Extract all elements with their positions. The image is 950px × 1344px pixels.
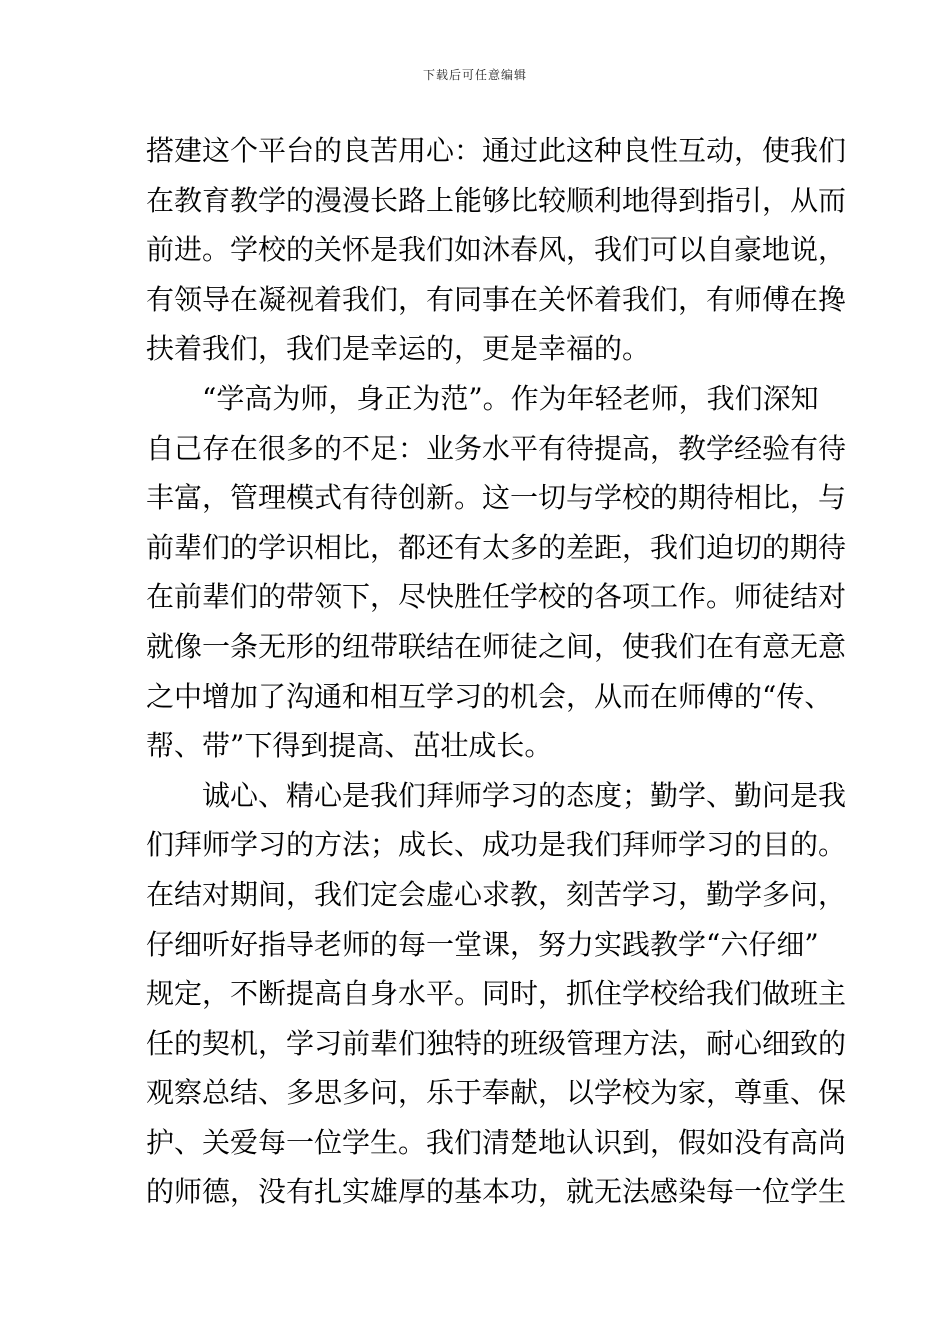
body-text bbox=[146, 126, 847, 1217]
text-line: 有领导在凝视着我们，有同事在关怀着我们，有师傅在搀 bbox=[146, 282, 847, 316]
text-line: 丰富，管理模式有待创新。这一切与学校的期待相比，与 bbox=[146, 481, 847, 515]
text-line: 帮、带”下得到提高、茁壮成长。 bbox=[146, 729, 553, 763]
text-line: 护、关爱每一位学生。我们清楚地认识到，假如没有高尚 bbox=[146, 1125, 847, 1159]
paragraph-first-line: 诚心、精心是我们拜师学习的态度；勤学、勤问是我 bbox=[202, 778, 847, 812]
text-line: 们拜师学习的方法；成长、成功是我们拜师学习的目的。 bbox=[146, 828, 847, 862]
text-line: 就像一条无形的纽带联结在师徒之间，使我们在有意无意 bbox=[146, 629, 847, 663]
text-line: 任的契机，学习前辈们独特的班级管理方法，耐心细致的 bbox=[146, 1026, 847, 1060]
text-line: 仔细听好指导老师的每一堂课，努力实践教学“六仔细” bbox=[146, 927, 819, 961]
text-line: 在教育教学的漫漫长路上能够比较顺利地得到指引，从而 bbox=[146, 183, 847, 217]
text-line: 前辈们的学识相比，都还有太多的差距，我们迫切的期待 bbox=[146, 530, 847, 564]
text-line: 在前辈们的带领下，尽快胜任学校的各项工作。师徒结对 bbox=[146, 580, 847, 614]
text-line: 搭建这个平台的良苦用心：通过此这种良性互动，使我们 bbox=[146, 134, 847, 167]
text-line: 自己存在很多的不足：业务水平有待提高，教学经验有待 bbox=[146, 431, 847, 465]
text-line: 在结对期间，我们定会虚心求教，刻苦学习，勤学多问， bbox=[146, 877, 847, 911]
text-line: 扶着我们，我们是幸运的，更是幸福的。 bbox=[146, 332, 651, 366]
text-line: 观察总结、多思多问，乐于奉献，以学校为家，尊重、保 bbox=[146, 1076, 847, 1110]
text-line: 前进。学校的关怀是我们如沐春风，我们可以自豪地说， bbox=[146, 233, 847, 267]
text-line: 的师德，没有扎实雄厚的基本功，就无法感染每一位学生 bbox=[146, 1175, 847, 1209]
text-line: 规定，不断提高自身水平。同时，抓住学校给我们做班主 bbox=[146, 977, 847, 1011]
paragraph-first-line: “学高为师，身正为范”。作为年轻老师，我们深知 bbox=[202, 381, 819, 415]
page-header: 下载后可任意编辑 bbox=[422, 68, 527, 82]
text-line: 之中增加了沟通和相互学习的机会，从而在师傅的“传、 bbox=[146, 679, 833, 713]
